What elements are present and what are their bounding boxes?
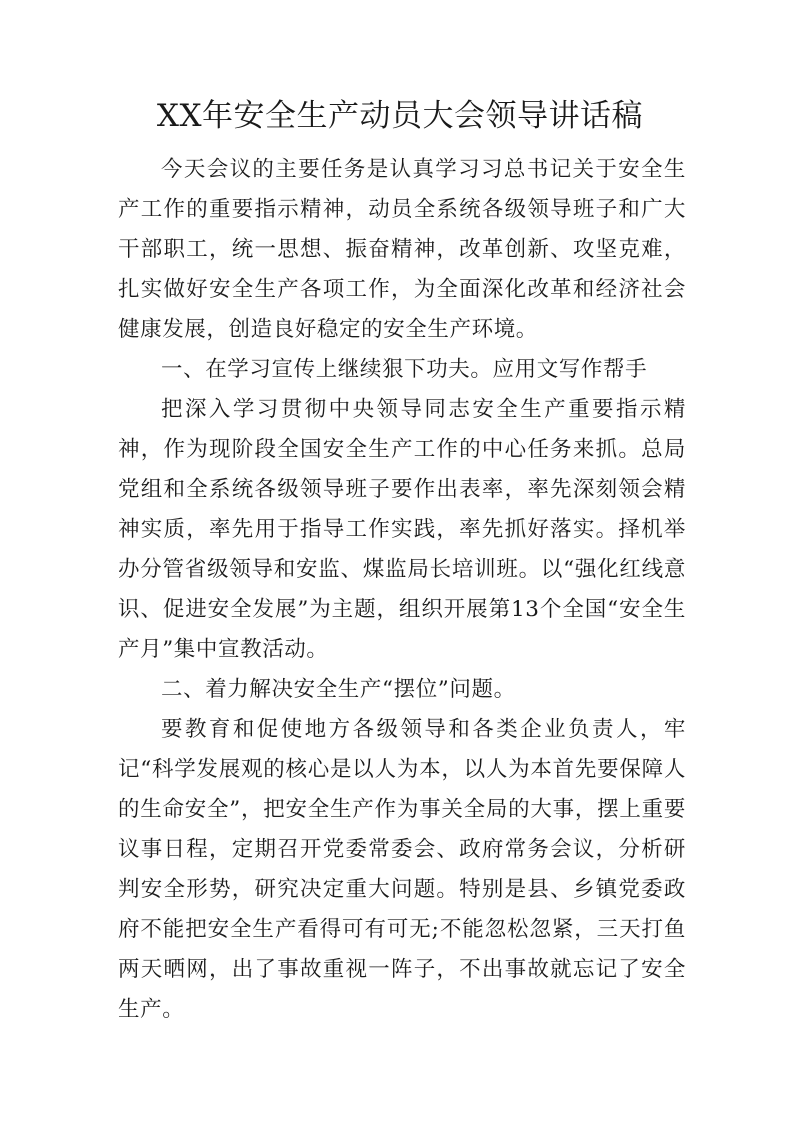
section-heading-two: 二、着力解决安全生产“摆位”问题。 (161, 677, 516, 702)
section-heading-one: 一、在学习宣传上继续狠下功夫。应用文写作帮手 (161, 357, 648, 382)
paragraph-section-one: 把深入学习贯彻中央领导同志安全生产重要指示精神，作为现阶段全国安全生产工作的中心任务来抓。总局党组和全系统各级领导班子要作出表率，率先深刻领会精神实质，率先用于指导工作实践，率先抓好落实。择机举办分管省级领导和安监、煤监局长培训班。以“强化红线意识、促进安全发展”为主题，组织开展第13个全国“安全生产月”集中宣教活动。 (118, 397, 686, 662)
document-body (118, 150, 686, 1030)
paragraph-section-two: 要教育和促使地方各级领导和各类企业负责人，牢记“科学发展观的核心是以人为本，以人为本首先要保障人的生命安全”，把安全生产作为事关全局的大事，摆上重要议事日程，定期召开党委常委会、政府常务会议，分析研判安全形势，研究决定重大问题。特别是县、乡镇党委政府不能把安全生产看得可有可无;不能忽松忽紧，三天打鱼两天晒网，出了事故重视一阵子，不出事故就忘记了安全生产。 (118, 717, 686, 1022)
paragraph-intro: 今天会议的主要任务是认真学习习总书记关于安全生产工作的重要指示精神，动员全系统各级领导班子和广大干部职工，统一思想、振奋精神，改革创新、攻坚克难，扎实做好安全生产各项工作，为全面深化改革和经济社会健康发展，创造良好稳定的安全生产环境。 (118, 157, 686, 342)
document-title: XX年安全生产动员大会领导讲话稿 (156, 98, 644, 134)
